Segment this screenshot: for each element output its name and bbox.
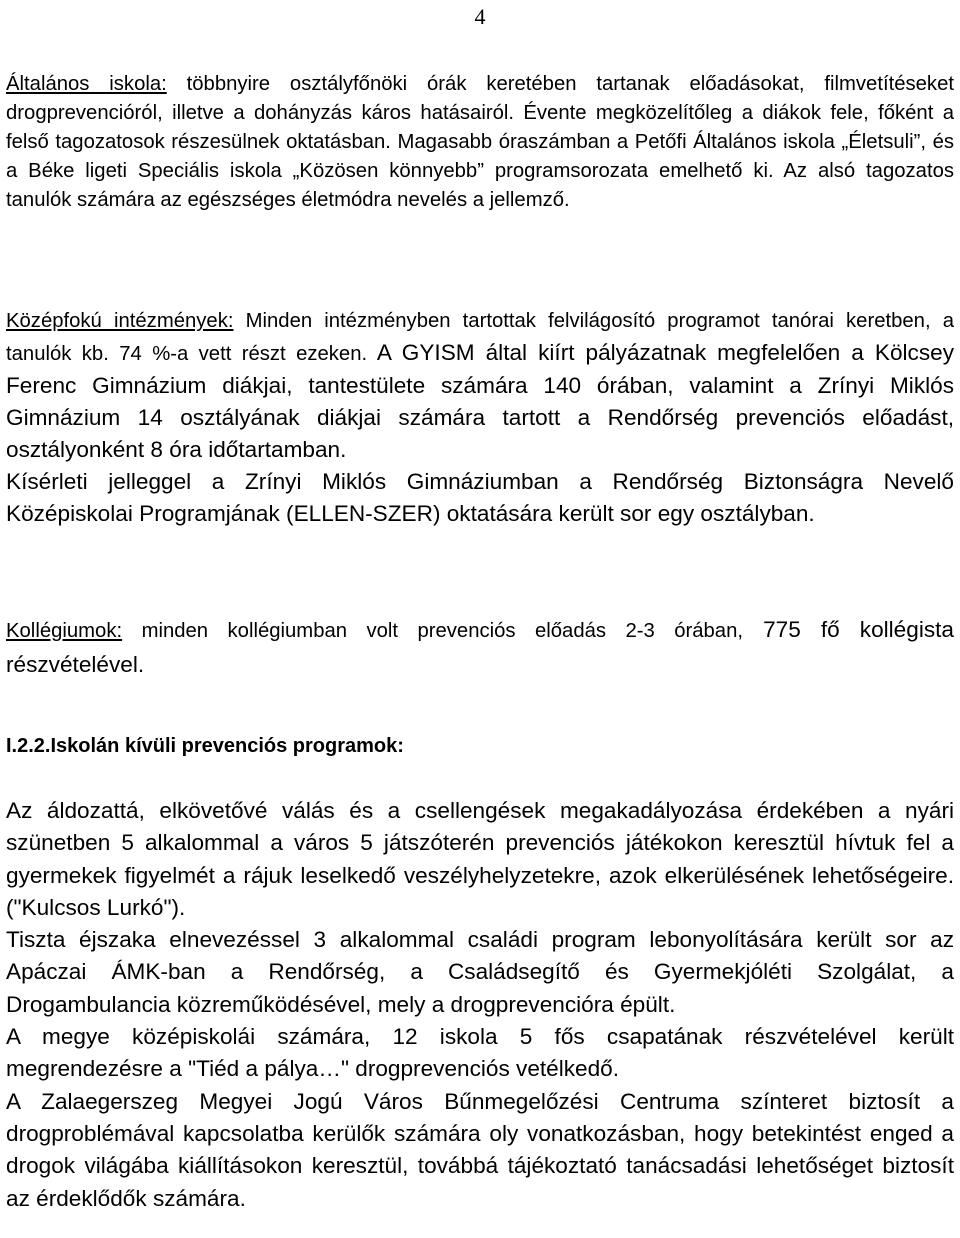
paragraph-tied-a-palya: A megye középiskolái számára, 12 iskola 5 fős csapatának részvételével került megrendezésre a "Tiéd a pálya…" drogprevenciós vetélkedő. [6, 1024, 954, 1082]
paragraph-kozepfoku [6, 305, 954, 466]
paragraph-kiserleti: Kísérleti jelleggel a Zrínyi Miklós Gimnáziumban a Rendőrség Biztonságra Nevelő Középiskolai Programjának (ELLEN-SZER) oktatására került sor egy osztályban. [6, 469, 954, 527]
paragraph-text: 775 fő kollégista részvételével. [6, 617, 954, 677]
paragraph-bunmegelozesi-centrum: A Zalaegerszeg Megyei Jogú Város Bűnmegelőzési Centruma színteret biztosít a drogproblémával kapcsolatba kerülők számára oly vonatkozásban, hogy betekintést enged a drogok világába kiállításokon keresztül, továbbá tájékoztató tanácsadási lehetőséget biztosít az érdeklődők számára. [6, 1088, 954, 1211]
section-iskolan-kivul [6, 795, 954, 1215]
section-heading: I.2.2.Iskolán kívüli prevenciós programok: [6, 735, 404, 757]
paragraph-text: Minden intézményben tartottak felvilágosító programot tanórai keretben, a tanulók kb. 74 %-a vett részt ezeken. [6, 310, 954, 365]
paragraph-tiszta-ejszaka: Tiszta éjszaka elnevezéssel 3 alkalommal családi program lebonyolítására került sor az Apáczai ÁMK-ban a Rendőrség, a Családsegítő és Gyermekjóléti Szolgálat, a Drogambulancia közreműködésével, mely a drogprevencióra épült. [6, 927, 954, 1017]
paragraph-altalanos-iskola [6, 70, 954, 215]
paragraph-kollegiumok [6, 614, 954, 684]
paragraph-text: többnyire osztályfőnöki órák keretében tartanak előadásokat, filmvetítéseket drogprevencióról, illetve a dohányzás káros hatásairól. Évente megközelítőleg a diákok fele, főként a felső tagozatosok részesülnek oktatásban. Magasabb óraszámban a Petőfi Általános iskola „Életsuli”, és a Béke ligeti Speciális iskola „Közösen könnyebb” programsorozata emelhető ki. Az alsó tagozatos tanulók számára az egészséges életmódra nevelés a jellemző. [6, 73, 954, 211]
section-label-kozepfoku: Középfokú intézmények: [6, 310, 234, 332]
paragraph-text: minden kollégiumban volt prevenciós előadás 2-3 órában, [122, 620, 743, 642]
section-label-kollegiumok: Kollégiumok: [6, 620, 123, 642]
page-number: 4 [474, 4, 486, 29]
paragraph-kulcsos-lurko: Az áldozattá, elkövetővé válás és a csellengések megakadályozása érdekében a nyári szünetben 5 alkalommal a város 5 játszóterén prevenciós játékokon keresztül hívtuk fel a gyermekek figyelmét a rájuk leselkedő veszélyhelyzetekre, azok elkerülésének lehetőségeire. ("Kulcsos Lurkó"). [6, 798, 954, 920]
section-label-altalanos-iskola: Általános iskola: [6, 73, 167, 95]
paragraph-text: A GYISM által kiírt pályázatnak megfelelően a Kölcsey Ferenc Gimnázium diákjai, tantestülete számára 140 órában, valamint a Zrínyi Miklós Gimnázium 14 osztályának diákjai számára tartott a Rendőrség prevenciós előadást, osztályonként 8 óra időtartamban. [6, 340, 954, 462]
section-kozepfoku [6, 305, 954, 531]
